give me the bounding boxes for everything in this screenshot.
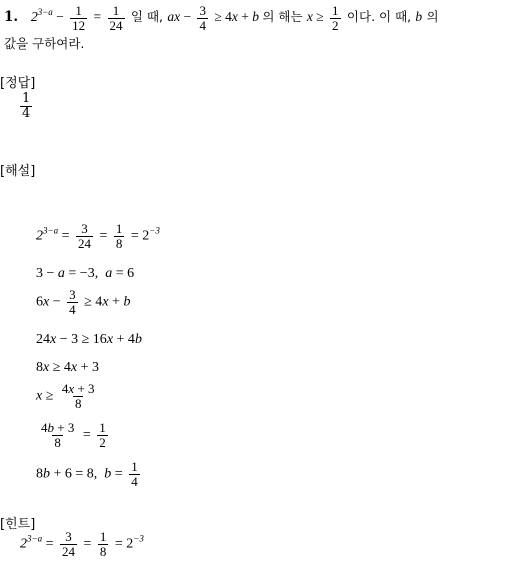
- solution-step-5: 8x ≥ 4x + 3: [36, 360, 100, 375]
- solution-step-6: x ≥ $\frac{4x + 3}{8}$: [36, 381, 95, 411]
- hint-equation: $2^{3-a}$ = $\frac{3}{24}$ = $\frac{1}{8}$ = $2^{-3}$: [20, 529, 144, 559]
- solution-step-3: 6x − $\frac{3}{4}$ ≥ 4x + b: [36, 287, 131, 317]
- answer-label: [정답]: [0, 76, 36, 91]
- question-line-2: 값을 구하여라.: [4, 36, 85, 51]
- question-number: 1.: [4, 9, 19, 26]
- solution-step-8: 8b + 6 = 8, b = $\frac{1}{4}$: [36, 459, 138, 489]
- solution-step-2: 3 − a = −3, a = 6: [36, 266, 135, 281]
- eq-condition: $2^{3-a}$ − $\frac{1}{12}$ = $\frac{1}{24}$: [30, 3, 123, 33]
- text-when: 일 때,: [130, 9, 164, 25]
- text-of: 의: [426, 9, 439, 25]
- explanation-label: [해설]: [0, 164, 36, 179]
- eq-inequality: ax − $\frac{3}{4}$ ≥ 4x + b: [167, 3, 263, 33]
- answer-value: $\frac{1}{4}$: [22, 91, 31, 121]
- question-line-1: [4, 4, 439, 32]
- var-b: b: [415, 9, 423, 25]
- solution-step-1: $2^{3-a}$ = $\frac{3}{24}$ = $\frac{1}{8}$ = $2^{-3}$: [36, 221, 160, 251]
- text-solution: 의 해는: [262, 9, 303, 25]
- text-is: 이다. 이 때,: [346, 9, 412, 25]
- solution-step-4: 24x − 3 ≥ 16x + 4b: [36, 332, 142, 347]
- solution-step-7: $\frac{4b + 3}{8}$ = $\frac{1}{2}$: [41, 420, 106, 450]
- eq-solution: x ≥ $\frac{1}{2}$: [306, 3, 339, 33]
- hint-label: [힌트]: [0, 517, 36, 532]
